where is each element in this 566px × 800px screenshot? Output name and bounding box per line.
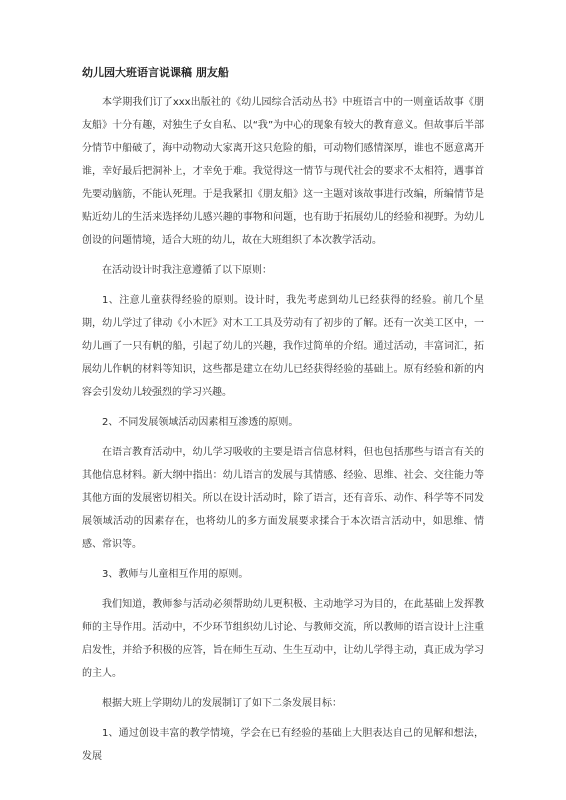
paragraph-principle-3-heading: 3、教师与儿童相互作用的原则。	[102, 569, 249, 580]
paragraph-principle-1: 1、注意儿童获得经验的原则。设计时，我先考虑到幼儿已经获得的经验。前几个星期，幼儿学过了律动《小木匠》对木工工具及劳动有了初步的了解。还有一次美工区中，一幼儿画了一只有帆的船，引起了幼儿的兴趣，我作过简单的介绍。通过活动，丰富词汇，拓展幼儿作帆的材料等知识，这些都是建立在幼儿已经获得经验的基础上。原有经验和新的内容会引发幼儿较强烈的学习兴趣。	[82, 295, 484, 398]
paragraph-principle-3-body: 我们知道，教师参与活动必须帮助幼儿更积极、主动地学习为目的，在此基础上发挥教师的主导作用。活动中，不少环节组织幼儿讨论、与教师交流，所以教师的语言设计上注重启发性，并给予积极的应答，旨在师生互动、生生互动中，让幼儿学得主动，真正成为学习的主人。	[82, 599, 484, 679]
document-title: 幼儿园大班语言说课稿 朋友船	[82, 66, 229, 79]
paragraph-goal-1: 1、通过创设丰富的教学情境，学会在已有经验的基础上大胆表达自己的见解和想法，发展	[82, 728, 484, 762]
paragraph-intro: 本学期我们订了xxx出版社的《幼儿园综合活动丛书》中班语言中的一则童话故事《朋友船》十分有趣，对独生子女自私、以“我”为中心的现象有较大的教育意义。但故事后半部分情节中船破了，海中动物动大家离开这只危险的船，可动物们感情深厚，谁也不愿意离开谁，幸好最后把洞补上，才幸免于难。我觉得这一情节与现代社会的要求不太相符，遇事首先要动脑筋，不能认死理。于是我紧扣《朋友船》这一主题对该故事进行改编，所编情节是贴近幼儿的生活来选择幼儿感兴趣的事物和问题，也有助于拓展幼儿的经验和视野。为幼儿创设的问题情境，适合大班的幼儿，故在大班组织了本次教学活动。	[82, 97, 484, 246]
paragraph-principles-lead: 在活动设计时我注意遵循了以下原则：	[102, 265, 272, 276]
paragraph-principle-2-body: 在语言教育活动中，幼儿学习吸收的主要是语言信息材料，但也包括那些与语言有关的其他信息材料。新大纲中指出：幼儿语言的发展与其情感、经验、思维、社会、交往能力等其他方面的发展密切相关。所以在设计活动时，除了语言，还有音乐、动作、科学等不同发展领域活动的因素存在，也将幼儿的多方面发展要求揉合于本次语言活动中，如思维、情感、常识等。	[82, 447, 484, 550]
document-page	[82, 66, 484, 800]
paragraph-goals-lead: 根据大班上学期幼儿的发展制订了如下二条发展目标：	[102, 698, 342, 709]
paragraph-principle-2-heading: 2、不同发展领域活动因素相互渗透的原则。	[102, 417, 299, 428]
